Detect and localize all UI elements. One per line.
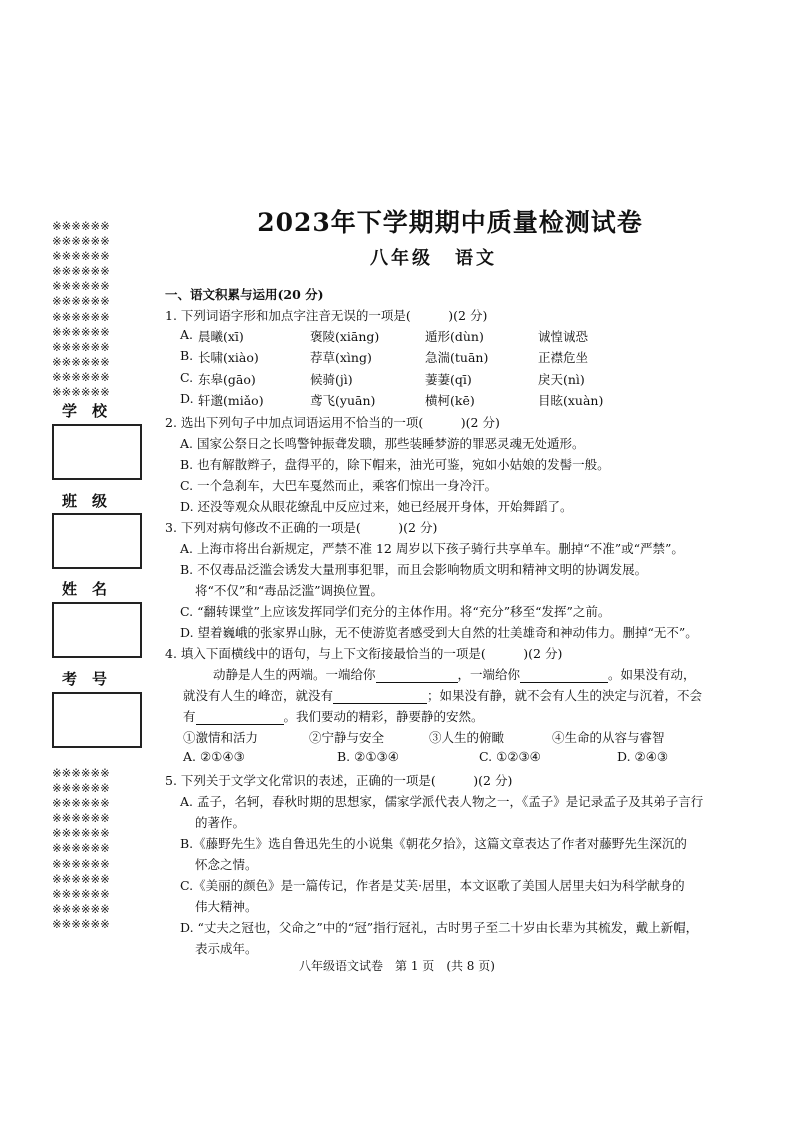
q3-option-b: B. 不仅毒品泛滥会诱发大量刑事犯罪，而且会影响物质文明和精神文明的协调发展。 [180, 562, 648, 577]
star-row: ※※※※※※ [52, 826, 110, 841]
choice-item: ①激情和活力 [183, 730, 259, 745]
exam-subtitle [370, 244, 519, 270]
option-item: 戾天(nì) [538, 372, 585, 387]
q3-stem: 3. 下列对病句修改不正确的一项是( )(2 分) [165, 520, 438, 535]
option-label: C. [180, 370, 194, 385]
passage-text: 。我们要动的精彩，静要静的安然。 [283, 709, 484, 724]
passage-text: ，一端给你 [457, 667, 521, 682]
school-label: 学 校 [62, 402, 108, 420]
star-row: ※※※※※※ [52, 294, 110, 309]
q3-option-d: D. 望着巍峨的张家界山脉，无不使游览者感受到大自然的壮美雄奇和神动伟力。删掉“无不”。 [180, 625, 698, 640]
passage-text: 就没有人生的峰峦，就没有 [183, 688, 334, 703]
option-item: 急湍(tuān) [425, 350, 489, 365]
answer-option: A. ②①④③ [183, 749, 245, 764]
q5-option-b: B.《藤野先生》选自鲁迅先生的小说集《朝花夕拾》，这篇文章表达了作者对藤野先生深沉的 [180, 836, 687, 851]
star-row: ※※※※※※ [52, 871, 110, 886]
name-input-box[interactable] [52, 602, 142, 658]
q3-option-b-fix: 将“不仅”和“毒品泛滥”调换位置。 [195, 583, 384, 598]
subject-label: 语文 [455, 248, 497, 269]
fill-blank[interactable] [333, 688, 427, 704]
page-footer [0, 957, 794, 974]
footer-exam-name: 八年级语文试卷 [299, 959, 384, 973]
footer-page-number: 第 1 页 [395, 959, 435, 973]
passage-text: 有 [183, 709, 196, 724]
answer-option: B. ②①③④ [337, 749, 399, 764]
q4-stem: 4. 填入下面横线中的语句，与上下文衔接最恰当的一项是( )(2 分) [165, 646, 563, 661]
binding-stars-top [52, 219, 136, 400]
footer-total-pages: (共 8 页) [446, 959, 495, 973]
star-row: ※※※※※※ [52, 841, 110, 856]
q4-passage-line1 [213, 665, 696, 683]
option-item: 遁形(dùn) [425, 329, 484, 344]
q5-option-c-cont: 伟大精神。 [195, 899, 258, 914]
option-item: 褒陵(xiāng) [310, 329, 380, 344]
star-row: ※※※※※※ [52, 249, 110, 264]
star-row: ※※※※※※ [52, 811, 110, 826]
q2-stem: 2. 选出下列句子中加点词语运用不恰当的一项( )(2 分) [165, 415, 500, 430]
q3-option-a: A. 上海市将出台新规定，严禁不准 12 周岁以下孩子骑行共享单车。删掉“不准”或“严禁”。 [180, 541, 684, 556]
q2-option-b: B. 也有解散辫子，盘得平的，除下帽来，油光可鉴，宛如小姑娘的发髻一般。 [180, 457, 610, 472]
option-item: 轩邈(miǎo) [198, 393, 264, 408]
option-label: D. [180, 391, 194, 406]
name-label: 姓 名 [62, 580, 108, 598]
star-row: ※※※※※※ [52, 781, 110, 796]
option-item: 目眩(xuàn) [538, 393, 604, 408]
fill-blank[interactable] [520, 667, 608, 683]
q4-passage-line2 [183, 686, 702, 704]
passage-text: 动静是人生的两端。一端给你 [213, 667, 376, 682]
option-item: 横柯(kē) [425, 393, 475, 408]
passage-text: 。如果没有动， [608, 667, 696, 682]
q2-option-a: A. 国家公祭日之长鸣警钟振聋发聩，那些装睡梦游的罪恶灵魂无处遁形。 [180, 436, 585, 451]
option-item: 萋萋(qī) [425, 372, 472, 387]
option-item: 晨曦(xī) [198, 329, 244, 344]
q5-stem: 5. 下列关于文学文化常识的表述，正确的一项是( )(2 分) [165, 773, 513, 788]
section-heading: 一、语文积累与运用(20 分) [165, 287, 324, 302]
option-item: 鸢飞(yuān) [310, 393, 376, 408]
star-row: ※※※※※※ [52, 324, 110, 339]
star-row: ※※※※※※ [52, 916, 110, 931]
star-row: ※※※※※※ [52, 766, 110, 780]
choice-item: ③人生的俯瞰 [429, 730, 505, 745]
choice-item: ④生命的从容与睿智 [552, 730, 665, 745]
q5-option-c: C.《美丽的颜色》是一篇传记，作者是艾芙·居里，本文讴歌了美国人居里夫妇为科学献身的 [180, 878, 685, 893]
option-label: A. [180, 327, 194, 342]
class-input-box[interactable] [52, 513, 142, 569]
q3-option-c: C. “翻转课堂”上应该发挥同学们充分的主体作用。将“充分”移至“发挥”之前。 [180, 604, 611, 619]
star-row: ※※※※※※ [52, 234, 110, 249]
exam-number-input-box[interactable] [52, 692, 142, 748]
option-item: 诚惶诚恐 [538, 329, 589, 344]
answer-option: C. ①②③④ [479, 749, 541, 764]
q2-option-c: C. 一个急刹车，大巴车戛然而止，乘客们惊出一身冷汗。 [180, 478, 498, 493]
star-row: ※※※※※※ [52, 279, 110, 294]
school-input-box[interactable] [52, 424, 142, 480]
exam-number-label: 考 号 [62, 670, 108, 688]
q5-option-d: D. “丈夫之冠也，父命之”中的“冠”指行冠礼，古时男子至二十岁由长辈为其梳发，戴上新帽， [180, 920, 699, 935]
q5-option-b-cont: 怀念之情。 [195, 857, 258, 872]
option-item: 正襟危坐 [538, 350, 589, 365]
option-item: 荐草(xìng) [310, 350, 372, 365]
grade-label: 八年级 [370, 248, 433, 269]
answer-option: D. ②④③ [617, 749, 669, 764]
q5-option-d-cont: 表示成年。 [195, 941, 258, 956]
star-row: ※※※※※※ [52, 856, 110, 871]
star-row: ※※※※※※ [52, 309, 110, 324]
binding-stars-bottom [52, 766, 136, 932]
fill-blank[interactable] [376, 667, 458, 683]
star-row: ※※※※※※ [52, 886, 110, 901]
star-row: ※※※※※※ [52, 264, 110, 279]
exam-title: 2023年下学期期中质量检测试卷 [257, 208, 643, 237]
option-item: 候骑(jì) [310, 372, 353, 387]
option-item: 东皋(gāo) [198, 372, 256, 387]
q2-option-d: D. 还没等观众从眼花缭乱中反应过来，她已经展开身体，开始舞蹈了。 [180, 499, 573, 514]
class-label: 班 级 [62, 492, 108, 510]
star-row: ※※※※※※ [52, 796, 110, 811]
star-row: ※※※※※※ [52, 219, 110, 233]
q5-option-a: A. 孟子，名轲，春秋时期的思想家，儒家学派代表人物之一，《孟子》是记录孟子及其弟子言行 [180, 794, 704, 809]
q4-passage-line3 [183, 707, 484, 725]
star-row: ※※※※※※ [52, 385, 110, 400]
fill-blank[interactable] [196, 709, 284, 725]
option-item: 长啸(xiào) [198, 350, 259, 365]
option-label: B. [180, 348, 194, 363]
star-row: ※※※※※※ [52, 369, 110, 384]
q5-option-a-cont: 的著作。 [195, 815, 246, 830]
star-row: ※※※※※※ [52, 354, 110, 369]
star-row: ※※※※※※ [52, 339, 110, 354]
star-row: ※※※※※※ [52, 901, 110, 916]
q1-stem: 1. 下列词语字形和加点字注音无误的一项是( )(2 分) [165, 308, 488, 323]
choice-item: ②宁静与安全 [309, 730, 385, 745]
passage-text: ；如果没有静，就不会有人生的泱定与沉着，不会 [427, 688, 703, 703]
